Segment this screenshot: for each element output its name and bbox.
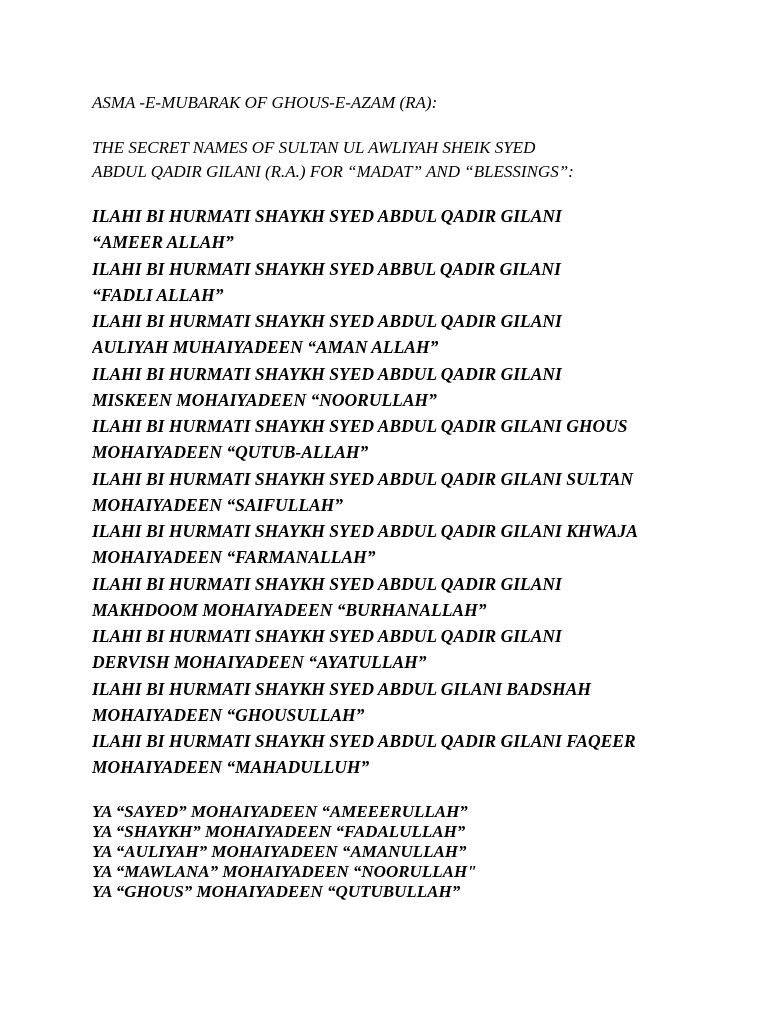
invocation-line: ILAHI BI HURMATI SHAYKH SYED ABDUL QADIR GILANI xyxy=(92,626,562,646)
invocation-name: MOHAIYADEEN “FARMANALLAH” xyxy=(92,547,376,567)
invocation-item xyxy=(92,308,638,361)
invocation-name: “AMEER ALLAH” xyxy=(92,232,234,252)
invocation-line: ILAHI BI HURMATI SHAYKH SYED ABDUL QADIR GILANI xyxy=(92,363,562,384)
ya-line: YA “GHOUS” MOHAIYADEEN “QUTUBULLAH” xyxy=(92,882,461,901)
invocation-item xyxy=(92,571,638,624)
invocation-item xyxy=(92,256,638,309)
invocation-name: MOHAIYADEEN “GHOUSULLAH” xyxy=(92,704,365,725)
subtitle-line: THE SECRET NAMES OF SULTAN UL AWLIYAH SHEIK SYED xyxy=(92,138,536,157)
ya-line: YA “SHAYKH” MOHAIYADEEN “FADALULLAH” xyxy=(92,822,466,841)
ya-line: YA “SAYED” MOHAIYADEEN “AMEEERULLAH” xyxy=(92,802,468,821)
invocation-name: MAKHDOOM MOHAIYADEEN “BURHANALLAH” xyxy=(92,599,487,620)
invocation-line: ILAHI BI HURMATI SHAYKH SYED ABDUL QADIR GILANI xyxy=(92,311,562,331)
ya-line: YA “MAWLANA” MOHAIYADEEN “NOORULLAH" xyxy=(92,862,477,881)
invocation-item xyxy=(92,623,638,676)
invocation-item xyxy=(92,413,638,466)
invocation-line: ILAHI BI HURMATI SHAYKH SYED ABDUL QADIR GILANI xyxy=(92,206,562,226)
invocation-name: MOHAIYADEEN “SAIFULLAH” xyxy=(92,494,344,515)
invocation-item xyxy=(92,518,638,571)
invocation-line: ILAHI BI HURMATI SHAYKH SYED ABDUL QADIR GILANI KHWAJA xyxy=(92,521,638,541)
invocation-name: MOHAIYADEEN “QUTUB-ALLAH” xyxy=(92,442,369,462)
invocation-item xyxy=(92,466,638,519)
invocation-item xyxy=(92,203,638,256)
invocation-line: ILAHI BI HURMATI SHAYKH SYED ABDUL QADIR GILANI SULTAN xyxy=(92,468,634,489)
invocation-name: “FADLI ALLAH” xyxy=(92,284,224,305)
invocation-line: ILAHI BI HURMATI SHAYKH SYED ABDUL QADIR GILANI FAQEER xyxy=(92,731,636,751)
ya-line: YA “AULIYAH” MOHAIYADEEN “AMANULLAH” xyxy=(92,842,467,861)
invocation-list xyxy=(92,203,638,781)
invocation-item xyxy=(92,676,638,729)
document-subtitle xyxy=(92,136,574,184)
invocation-name: MISKEEN MOHAIYADEEN “NOORULLAH” xyxy=(92,389,437,410)
invocation-name: AULIYAH MUHAIYADEEN “AMAN ALLAH” xyxy=(92,337,439,357)
document-heading: ASMA -E-MUBARAK OF GHOUS-E-AZAM (RA): xyxy=(92,93,438,112)
invocation-line: ILAHI BI HURMATI SHAYKH SYED ABDUL GILANI BADSHAH xyxy=(92,678,592,699)
invocation-name: DERVISH MOHAIYADEEN “AYATULLAH” xyxy=(92,652,427,672)
invocation-name: MOHAIYADEEN “MAHADULLUH” xyxy=(92,757,370,777)
invocation-item xyxy=(92,728,638,781)
invocation-line: ILAHI BI HURMATI SHAYKH SYED ABDUL QADIR GILANI GHOUS xyxy=(92,416,628,436)
subtitle-line: ABDUL QADIR GILANI (R.A.) FOR “MADAT” AND “BLESSINGS”: xyxy=(92,162,574,181)
invocation-item xyxy=(92,361,638,414)
ya-list xyxy=(92,802,477,902)
invocation-line: ILAHI BI HURMATI SHAYKH SYED ABDUL QADIR GILANI xyxy=(92,573,562,594)
invocation-line: ILAHI BI HURMATI SHAYKH SYED ABBUL QADIR GILANI xyxy=(92,258,561,279)
